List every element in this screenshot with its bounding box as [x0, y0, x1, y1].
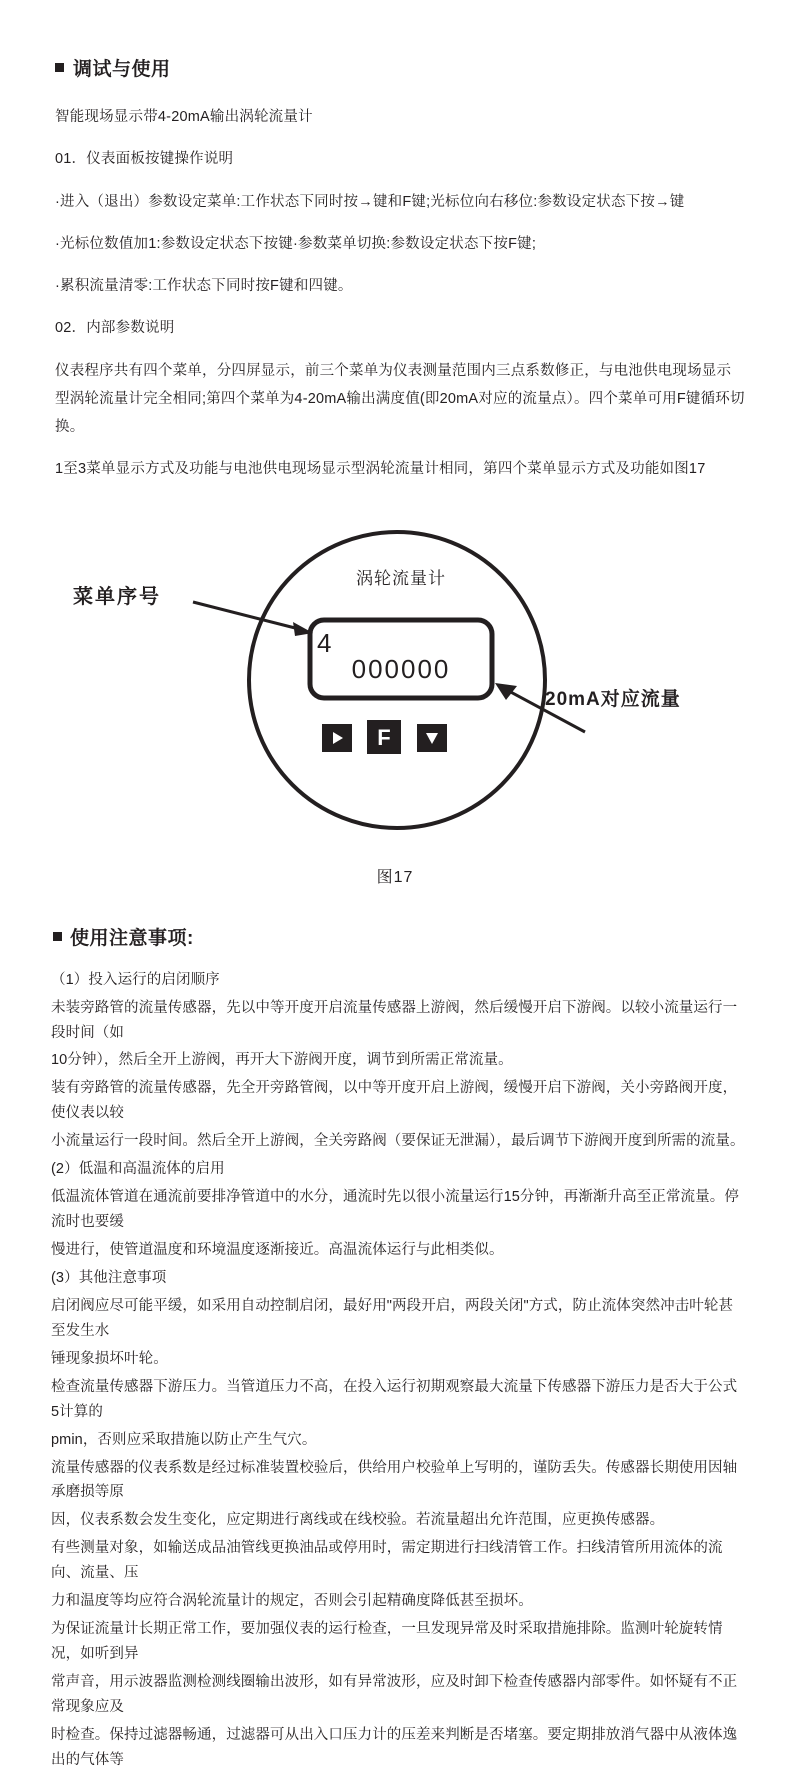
menu-number-value: 4	[317, 627, 332, 658]
internal-param-paragraph-2: 1至3菜单显示方式及功能与电池供电现场显示型涡轮流量计相同，第四个菜单显示方式及功能如图17	[55, 461, 706, 478]
note-line: 锤现象损坏叶轮。	[51, 1350, 168, 1367]
figure-17	[45, 502, 745, 862]
note-line: 常声音，用示波器监测检测线圈输出波形，如有异常波形，应及时卸下检查传感器内部零件。如怀疑有不正常现象应及	[51, 1674, 738, 1715]
note-line: 低温流体管道在通流前要排净管道中的水分，通流时先以很小流量运行15分钟，再渐渐升高至正常流量。停流时也要缓	[51, 1189, 739, 1231]
note-line: 未装旁路管的流量传感器，先以中等开度开启流量传感器上游阀，然后缓慢开启下游阀。以较小流量运行一段时间（如	[51, 999, 738, 1041]
key-operation-line-2: ·光标位数值加1:参数设定状态下按键·参数菜单切换:参数设定状态下按F键;	[55, 235, 537, 252]
item-02-title: 02．内部参数说明	[55, 320, 175, 337]
note-line: 小流量运行一段时间。然后全开上游阀，全关旁路阀（要保证无泄漏），最后调节下游阀开度到所需的流量。	[51, 1133, 745, 1150]
note-line: (2）低温和高温流体的启用	[51, 1161, 225, 1178]
subtitle-text: 智能现场显示带4-20mA输出涡轮流量计	[55, 109, 313, 125]
display-value: 000000	[351, 653, 451, 684]
device-title: 涡轮流量计	[356, 568, 446, 588]
key-operation-line-3: ·累积流量清零:工作状态下同时按F键和四键。	[55, 278, 353, 295]
note-line: 为保证流量计长期正常工作，要加强仪表的运行检查，一旦发现异常及时采取措施排除。监测叶轮旋转情况，如听到异	[51, 1621, 723, 1663]
internal-param-paragraph-1: 仪表程序共有四个菜单，分四屏显示，前三个菜单为仪表测量范围内三点系数修正，与电池供电现场显示型涡轮流量计完全相同;第四个菜单为4-20mA输出满度值(即20mA对应的流量点）。四个菜单可用F键循环切换。	[55, 362, 745, 436]
note-line: 时检查。保持过滤器畅通，过滤器可从出入口压力计的压差来判断是否堵塞。要定期排放消气器中从液体逸出的气体等	[51, 1726, 738, 1768]
figure-caption: 图17	[376, 868, 414, 886]
note-line: 力和温度等均应符合涡轮流量计的规定，否则会引起精确度降低甚至损坏。	[51, 1593, 533, 1610]
note-line: 检查流量传感器下游压力。当管道压力不高，在投入运行初期观察最大流量下传感器下游压力是否大于公式5计算的	[51, 1378, 738, 1420]
section-heading-notes	[53, 923, 745, 950]
note-line: 流量传感器的仪表系数是经过标准装置校验后，供给用户校验单上写明的，谨防丢失。传感器长期使用因轴承磨损等原	[51, 1459, 738, 1501]
section-heading-notes-text: 使用注意事项:	[70, 927, 194, 949]
key-operation-line-1: ·进入（退出）参数设定菜单:工作状态下同时按→键和F键;光标位向右移位:参数设定状态下按→键	[55, 193, 685, 210]
item-01-title: 01．仪表面板按键操作说明	[55, 151, 234, 168]
svg-text:F: F	[377, 724, 391, 750]
note-line: 因，仪表系数会发生变化，应定期进行离线或在线校验。若流量超出允许范围，应更换传感器。	[51, 1512, 665, 1529]
usage-notes-list	[51, 968, 745, 1773]
note-line: 装有旁路管的流量传感器，先全开旁路管阀，以中等开度开启上游阀，缓慢开启下游阀，关小旁路阀开度，使仪表以较	[51, 1080, 738, 1122]
note-line: 启闭阀应尽可能平缓，如采用自动控制启闭，最好用"两段开启，两段关闭"方式，防止流体突然冲击叶轮甚至发生水	[51, 1297, 734, 1339]
note-line: pmin，否则应采取措施以防止产生气穴。	[51, 1431, 317, 1448]
square-bullet-icon	[55, 63, 64, 72]
square-bullet-icon-2	[53, 932, 62, 941]
note-line: 10分钟），然后全开上游阀，再开大下游阀开度，调节到所需正常流量。	[51, 1052, 513, 1069]
note-line: （1）投入运行的启闭顺序	[51, 971, 220, 988]
section-heading-debug	[55, 54, 745, 81]
label-20ma-flow: 20mA对应流量	[545, 688, 681, 710]
section-heading-text: 调试与使用	[73, 59, 171, 80]
note-line: (3）其他注意事项	[51, 1269, 167, 1286]
label-menu-number: 菜单序号	[73, 585, 161, 608]
note-line: 慢进行，使管道温度和环境温度逐渐接近。高温流体运行与此相类似。	[51, 1242, 504, 1259]
note-line: 有些测量对象，如输送成品油管线更换油品或停用时，需定期进行扫线清管工作。扫线清管所用流体的流向、流量、压	[51, 1540, 723, 1582]
